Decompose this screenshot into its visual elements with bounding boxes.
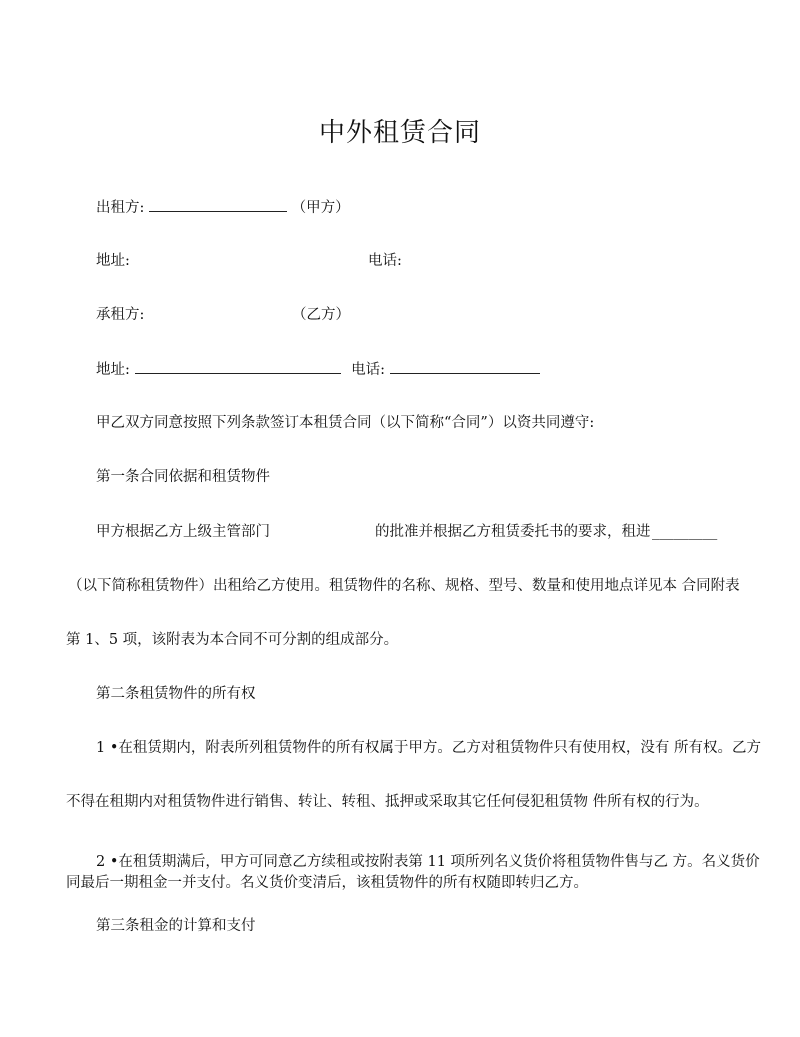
lessor-label: 出租方:	[96, 200, 145, 216]
address-blank-2	[135, 359, 341, 374]
lessor-line	[96, 197, 350, 218]
article1-heading: 第一条合同依据和租赁物件	[96, 469, 270, 485]
lessor-suffix: （甲方）	[291, 200, 350, 216]
article3-heading: 第三条租金的计算和支付	[96, 918, 256, 934]
article1-p3: 第 1、5 项，该附表为本合同不可分割的组成部分。	[66, 632, 399, 648]
address-phone-line-2	[96, 359, 540, 380]
article1-p1-a: 甲方根据乙方上级主管部门	[96, 524, 270, 540]
article2-heading: 第二条租赁物件的所有权	[96, 686, 256, 702]
lessor-blank	[149, 197, 287, 212]
article1-p1-blank: _________	[652, 524, 718, 540]
article1-p2: （以下简称租赁物件）出租给乙方使用。租赁物件的名称、规格、型号、数量和使用地点详见本 合同附表	[68, 578, 740, 594]
lessee-label: 承租方:	[96, 307, 145, 323]
phone-label-2: 电话:	[351, 362, 385, 378]
phone-label-1: 电话:	[368, 253, 402, 269]
article2-item2-a: 2 •在租赁期满后，甲方可同意乙方续租或按附表第 11 项所列名义货价将租赁物件售与乙 方。名义货价	[96, 854, 760, 870]
preamble: 甲乙双方同意按照下列条款签订本租赁合同（以下简称“合同”）以资共同遵守:	[96, 415, 595, 431]
article2-item1-a: 1 •在租赁期内，附表所列租赁物件的所有权属于甲方。乙方对租赁物件只有使用权，没有 所有权。乙方	[96, 740, 761, 756]
address-label-1: 地址:	[96, 253, 130, 269]
phone-blank-2	[390, 359, 540, 374]
article2-item1-b: 不得在租期内对租赁物件进行销售、转让、转租、抵押或采取其它任何侵犯租赁物 件所有权的行为。	[66, 794, 709, 810]
document-title: 中外租赁合同	[318, 118, 481, 148]
address-label-2: 地址:	[96, 362, 130, 378]
lessee-suffix: （乙方）	[292, 307, 350, 323]
article2-item2-b: 同最后一期租金一并支付。名义货价变清后，该租赁物件的所有权随即转归乙方。	[66, 875, 588, 891]
article1-p1-b: 的批准并根据乙方租赁委托书的要求，租进	[375, 524, 651, 540]
